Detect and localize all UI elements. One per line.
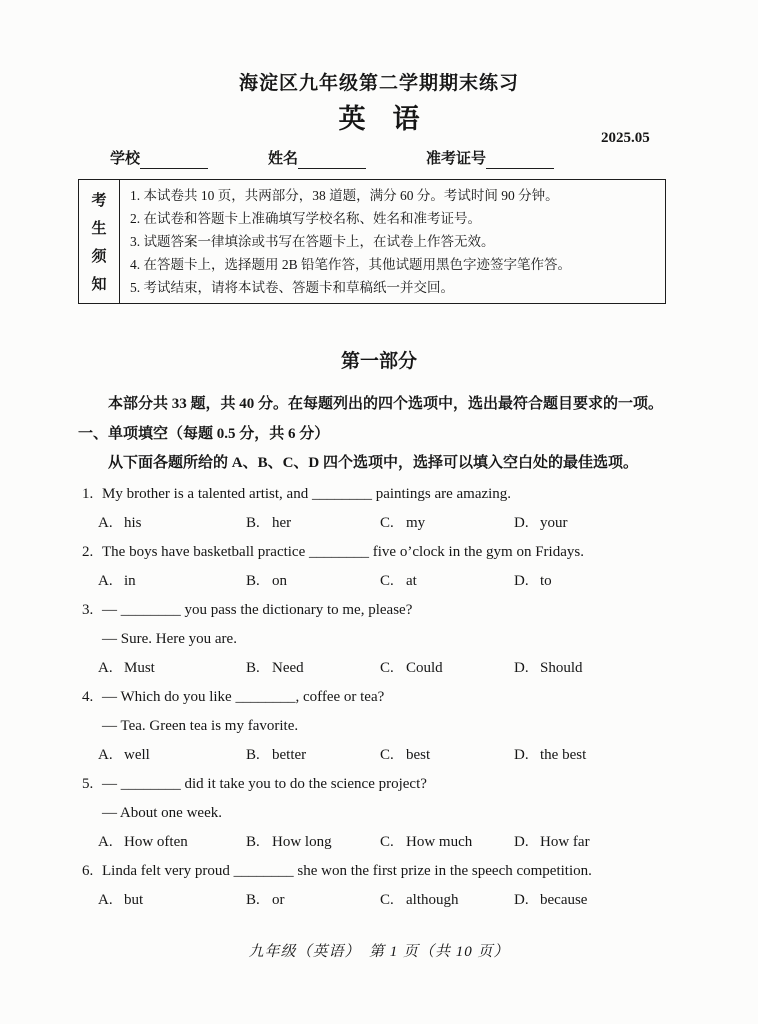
question-number: 6. <box>82 863 94 879</box>
option-label: D. <box>514 834 529 850</box>
option-d <box>514 654 734 683</box>
option-label: C. <box>380 573 394 589</box>
examinee-notice-side-label <box>79 180 120 303</box>
option-text: in <box>124 573 136 589</box>
option-c <box>380 567 514 596</box>
notice-item: 4. 在答题卡上，选择题用 2B 铅笔作答，其他试题用黑色字迹签字笔作答。 <box>130 256 572 272</box>
student-info-row <box>110 150 758 169</box>
option-a <box>98 741 246 770</box>
options-row <box>82 509 734 538</box>
option-label: C. <box>380 515 394 531</box>
option-label: D. <box>514 892 529 908</box>
notice-item: 5. 考试结束，请将本试卷、答题卡和草稿纸一并交回。 <box>130 279 454 295</box>
question-reply: — About one week. <box>102 805 222 821</box>
option-text: the best <box>540 747 587 763</box>
question-text: — ________ did it take you to do the science project? <box>102 776 427 792</box>
option-d <box>514 886 734 915</box>
option-text: How much <box>406 834 473 850</box>
option-b <box>246 741 380 770</box>
option-text: his <box>124 515 142 531</box>
option-text: Must <box>124 660 155 676</box>
question-6 <box>82 857 734 915</box>
option-c <box>380 654 514 683</box>
question-number: 5. <box>82 776 94 792</box>
question-number: 1. <box>82 486 94 502</box>
question-reply: — Tea. Green tea is my favorite. <box>102 718 299 734</box>
option-c <box>380 886 514 915</box>
option-text: well <box>124 747 150 763</box>
option-text: although <box>406 892 459 908</box>
notice-side-char: 考 <box>91 193 107 209</box>
option-b <box>246 828 380 857</box>
option-d <box>514 741 734 770</box>
option-label: B. <box>246 573 260 589</box>
exam-date: 2025.05 <box>601 130 650 146</box>
exam-title: 海淀区九年级第二学期期末练习 <box>238 73 519 94</box>
option-b <box>246 509 380 538</box>
option-text: her <box>272 515 292 531</box>
notice-item: 3. 试题答案一律填涂或书写在答题卡上，在试卷上作答无效。 <box>130 233 495 249</box>
question-number: 3. <box>82 602 94 618</box>
option-label: B. <box>246 834 260 850</box>
option-text: your <box>540 515 568 531</box>
option-d <box>514 509 734 538</box>
option-label: A. <box>98 834 113 850</box>
question-stem <box>82 683 734 712</box>
option-text: to <box>540 573 552 589</box>
option-label: D. <box>514 515 529 531</box>
question-4 <box>82 683 734 770</box>
name-blank-line <box>298 152 366 169</box>
option-text: How long <box>272 834 332 850</box>
question-5 <box>82 770 734 857</box>
option-text: Should <box>540 660 583 676</box>
option-d <box>514 567 734 596</box>
option-label: B. <box>246 747 260 763</box>
question-text: — ________ you pass the dictionary to me, please? <box>102 602 413 618</box>
option-b <box>246 886 380 915</box>
option-label: A. <box>98 892 113 908</box>
page-footer: 九年级（英语） 第 1 页（共 10 页） <box>248 944 510 960</box>
admission-number-blank-line <box>486 152 554 169</box>
question-text: — Which do you like ________, coffee or tea? <box>102 689 385 705</box>
option-label: A. <box>98 747 113 763</box>
question-text: Linda felt very proud ________ she won the first prize in the speech competition. <box>102 863 592 879</box>
question-3 <box>82 596 734 683</box>
option-text: because <box>540 892 588 908</box>
option-c <box>380 828 514 857</box>
question-number: 2. <box>82 544 94 560</box>
notice-item-list <box>120 180 665 303</box>
question-stem <box>82 480 734 509</box>
option-text: my <box>406 515 426 531</box>
name-label: 姓名 <box>268 151 299 167</box>
option-label: B. <box>246 892 260 908</box>
option-label: C. <box>380 892 394 908</box>
option-label: C. <box>380 660 394 676</box>
notice-side-char: 知 <box>91 277 107 293</box>
question-stem <box>82 857 734 886</box>
option-text: or <box>272 892 285 908</box>
options-row <box>82 741 734 770</box>
question-list <box>82 480 734 915</box>
question-text: My brother is a talented artist, and ________ paintings are amazing. <box>102 486 512 502</box>
option-a <box>98 654 246 683</box>
notice-item: 1. 本试卷共 10 页，共两部分，38 道题，满分 60 分。考试时间 90 分钟。 <box>130 187 559 203</box>
options-row <box>82 828 734 857</box>
school-field <box>110 150 208 169</box>
option-label: D. <box>514 747 529 763</box>
question-text: The boys have basketball practice ________ five o’clock in the gym on Fridays. <box>102 544 584 560</box>
school-label: 学校 <box>110 151 141 167</box>
school-blank-line <box>140 152 208 169</box>
option-label: A. <box>98 515 113 531</box>
option-label: A. <box>98 573 113 589</box>
option-c <box>380 741 514 770</box>
option-label: B. <box>246 515 260 531</box>
option-c <box>380 509 514 538</box>
question-1 <box>82 480 734 538</box>
admission-number-label: 准考证号 <box>426 151 487 167</box>
options-row <box>82 567 734 596</box>
option-text: How far <box>540 834 590 850</box>
options-row <box>82 886 734 915</box>
option-a <box>98 567 246 596</box>
notice-side-char: 须 <box>91 249 107 265</box>
option-text: How often <box>124 834 188 850</box>
option-a <box>98 509 246 538</box>
option-text: Need <box>272 660 304 676</box>
option-label: C. <box>380 834 394 850</box>
exam-subject: 英 语 <box>338 104 420 134</box>
notice-item: 2. 在试卷和答题卡上准确填写学校名称、姓名和准考证号。 <box>130 210 481 226</box>
option-text: better <box>272 747 307 763</box>
option-text: on <box>272 573 287 589</box>
name-field <box>268 150 366 169</box>
option-label: A. <box>98 660 113 676</box>
option-b <box>246 567 380 596</box>
admission-number-field <box>426 150 554 169</box>
option-b <box>246 654 380 683</box>
question-reply: — Sure. Here you are. <box>102 631 237 647</box>
question-2 <box>82 538 734 596</box>
options-row <box>82 654 734 683</box>
question-stem <box>82 596 734 625</box>
notice-side-char: 生 <box>91 221 107 237</box>
question-stem <box>82 538 734 567</box>
option-a <box>98 828 246 857</box>
option-label: D. <box>514 573 529 589</box>
option-text: best <box>406 747 431 763</box>
option-label: B. <box>246 660 260 676</box>
section-one-title: 一、单项填空（每题 0.5 分，共 6 分） <box>78 426 330 442</box>
option-text: but <box>124 892 144 908</box>
question-number: 4. <box>82 689 94 705</box>
section-one-note: 从下面各题所给的 A、B、C、D 四个选项中，选择可以填入空白处的最佳选项。 <box>108 455 639 471</box>
option-d <box>514 828 734 857</box>
option-label: D. <box>514 660 529 676</box>
question-stem <box>82 770 734 799</box>
examinee-notice-box <box>78 179 666 304</box>
part-one-intro: 本部分共 33 题，共 40 分。在每题列出的四个选项中，选出最符合题目要求的一项。 <box>108 396 664 412</box>
part-one-heading: 第一部分 <box>340 351 417 372</box>
option-text: Could <box>406 660 443 676</box>
option-text: at <box>406 573 417 589</box>
option-label: C. <box>380 747 394 763</box>
option-a <box>98 886 246 915</box>
